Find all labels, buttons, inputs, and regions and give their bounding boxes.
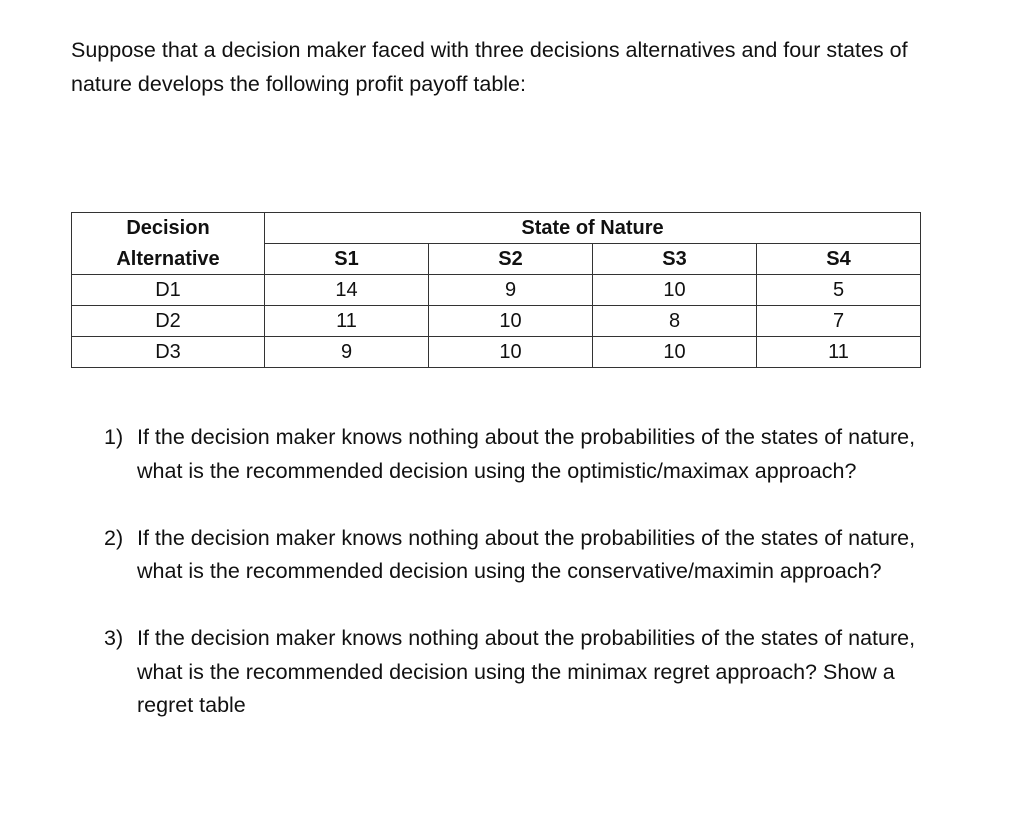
payoff-table [71, 212, 921, 368]
row-label: D2 [72, 306, 265, 337]
table-cell: 10 [429, 337, 593, 368]
table-cell: 9 [429, 275, 593, 306]
table-cell: 10 [429, 306, 593, 337]
question-number: 3) [104, 626, 124, 650]
table-subheader-row [72, 244, 921, 275]
state-header-s3: S3 [593, 244, 757, 275]
question-item [104, 421, 924, 488]
question-number: 2) [104, 525, 124, 550]
row-label: D3 [72, 337, 265, 368]
table-row [72, 337, 921, 368]
question-text: If the decision maker knows nothing about the probabilities of the states of nature, what is the recommended decision using the optimistic/maximax approach? [137, 425, 916, 483]
table-cell: 10 [593, 275, 757, 306]
table-cell: 7 [757, 306, 921, 337]
row-label: D1 [72, 275, 265, 306]
decision-header-line1: Decision [72, 213, 265, 244]
table-cell: 11 [757, 337, 921, 368]
question-text: If the decision maker knows nothing about the probabilities of the states of nature, what is the recommended decision using the minimax regret approach? Show a regret table [137, 626, 916, 717]
question-item [104, 622, 924, 723]
table-cell: 14 [265, 275, 429, 306]
table-cell: 5 [757, 275, 921, 306]
state-header-s2: S2 [429, 244, 593, 275]
state-header-s4: S4 [757, 244, 921, 275]
table-row [72, 306, 921, 337]
question-number: 1) [104, 425, 124, 449]
table-header-row [72, 213, 921, 244]
decision-header-line2: Alternative [72, 244, 265, 275]
table-row [72, 275, 921, 306]
table-cell: 9 [265, 337, 429, 368]
state-header-s1: S1 [265, 244, 429, 275]
table-cell: 11 [265, 306, 429, 337]
state-of-nature-header: State of Nature [265, 213, 921, 244]
table-cell: 8 [593, 306, 757, 337]
question-item [104, 522, 924, 589]
question-list [104, 421, 924, 756]
table-cell: 10 [593, 337, 757, 368]
intro-paragraph: Suppose that a decision maker faced with three decisions alternatives and four states of nature develops the following profit payoff table: [71, 38, 908, 96]
question-text: If the decision maker knows nothing about the probabilities of the states of nature, what is the recommended decision using the conservative/maximin approach? [137, 525, 916, 583]
